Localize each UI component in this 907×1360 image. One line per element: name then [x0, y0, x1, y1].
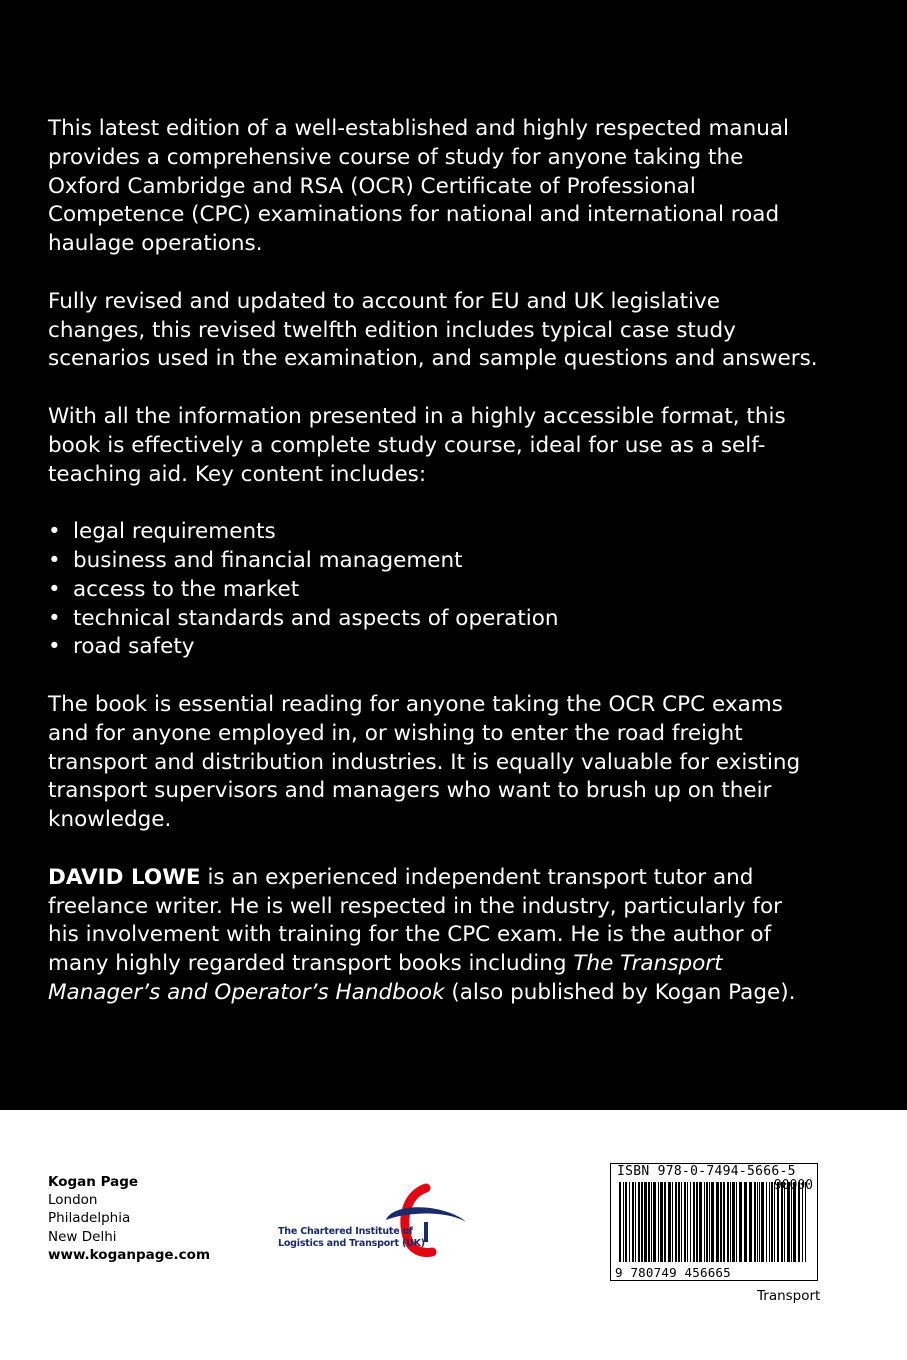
publisher-block — [48, 1173, 210, 1264]
barcode-bar — [791, 1182, 792, 1262]
blurb — [48, 115, 818, 1037]
barcode-bar — [805, 1182, 806, 1262]
barcode-bar — [641, 1182, 643, 1262]
barcode-bar — [793, 1182, 796, 1262]
barcode-bar — [736, 1182, 737, 1262]
barcode-bar — [754, 1182, 756, 1262]
barcode-bar — [709, 1182, 710, 1262]
barcode-digits: 9 780749 456665 — [615, 1265, 731, 1280]
audience-paragraph: The book is essential reading for anyone taking the OCR CPC exams and for anyone employed in, or wishing to enter the road freight transport and distribution industries. It is equally valuable for existing transport supervisors and managers who want to brush up on their knowledge. — [48, 691, 801, 833]
barcode-bar — [802, 1182, 803, 1262]
barcode-bar — [749, 1182, 752, 1262]
barcode-bar — [678, 1182, 680, 1262]
barcode-bar — [619, 1182, 621, 1262]
barcode-bar — [681, 1182, 682, 1262]
barcode-bar — [720, 1182, 722, 1262]
barcode-bar — [777, 1182, 779, 1262]
barcode-bar — [690, 1182, 691, 1262]
format-paragraph: With all the information presented in a highly accessible format, this book is effectively a complete study course, ideal for use as a self-teaching aid. Key content includes: — [48, 403, 786, 487]
list-item: • road safety — [48, 633, 818, 662]
barcode-bar — [672, 1182, 673, 1262]
list-item: • technical standards and aspects of operation — [48, 605, 818, 634]
barcode-bar — [699, 1182, 702, 1262]
isbn-number: ISBN 978-0-7494-5666-5 — [617, 1164, 796, 1179]
footer-panel — [0, 1110, 907, 1360]
barcode-bar — [769, 1182, 770, 1262]
publisher-website[interactable]: www.koganpage.com — [48, 1246, 211, 1263]
barcode-bar — [739, 1182, 742, 1262]
author-bio-text-end: (also published by Kogan Page). — [444, 979, 796, 1005]
barcode-bar — [668, 1182, 671, 1262]
list-item: • business and financial management — [48, 547, 818, 576]
barcode-bar — [732, 1182, 735, 1262]
ciltuk-logo — [276, 1182, 476, 1262]
barcode-bar — [723, 1182, 725, 1262]
barcode-bar — [664, 1182, 666, 1262]
logo-text-line: The Chartered Institute of — [278, 1226, 413, 1237]
barcode-bar — [759, 1182, 760, 1262]
barcode-bar — [727, 1182, 729, 1262]
barcode-bar — [644, 1182, 647, 1262]
barcode-bar — [774, 1182, 775, 1262]
price-code: 90000 — [773, 1178, 813, 1193]
barcode-bar — [711, 1182, 714, 1262]
barcode-bar — [787, 1182, 790, 1262]
barcode-bar — [651, 1182, 652, 1262]
barcode-bar — [771, 1182, 773, 1262]
barcode-bar — [781, 1182, 783, 1262]
barcode-bar — [730, 1182, 731, 1262]
barcode-bar — [693, 1182, 695, 1262]
category-label: Transport — [757, 1288, 821, 1304]
barcode-bar — [687, 1182, 688, 1262]
barcode-bar — [623, 1182, 624, 1262]
barcode-bar — [706, 1182, 708, 1262]
logo-text-line: Logistics and Transport (UK) — [278, 1238, 425, 1249]
ciltuk-logo-icon — [276, 1182, 476, 1262]
barcode-bar — [660, 1182, 663, 1262]
barcode-bar — [696, 1182, 698, 1262]
publisher-city: London — [48, 1192, 98, 1209]
barcode-bar — [675, 1182, 677, 1262]
isbn-barcode — [610, 1163, 818, 1281]
barcode-bar — [684, 1182, 686, 1262]
author-bio-text: is an experienced independent transport tutor and freelance writer. He is well respected in the industry, particularly for his involvement with training for the CPC exam. He is the author of many highly regarded transport books including — [48, 864, 782, 977]
publisher-name: Kogan Page — [48, 1174, 139, 1190]
intro-paragraph: This latest edition of a well-established and highly respected manual provides a comprehensive course of study for anyone taking the Oxford Cambridge and RSA (OCR) Certificate of Professional Competence (CPC) examinations for national and international road haulage operations. — [48, 116, 789, 257]
barcode-bar — [653, 1182, 656, 1262]
barcode-bar — [761, 1182, 764, 1262]
barcode-bar — [632, 1182, 634, 1262]
ciltuk-logo-text — [278, 1226, 425, 1250]
barcode-bar — [766, 1182, 767, 1262]
barcode-bar — [629, 1182, 630, 1262]
barcode-bar — [798, 1182, 800, 1262]
author-name: DAVID LOWE — [48, 864, 201, 890]
barcode-bar — [784, 1182, 785, 1262]
author-bio — [48, 864, 818, 1008]
barcode-bar — [704, 1182, 705, 1262]
barcode-bar — [658, 1182, 659, 1262]
key-content-list — [48, 518, 818, 662]
barcode-bar — [716, 1182, 719, 1262]
revision-paragraph: Fully revised and updated to account for EU and UK legislative changes, this revised twelfth edition includes typical case study scenarios used in the examination, and sample questions and answers. — [48, 288, 818, 372]
barcode-bar — [744, 1182, 747, 1262]
list-item: • access to the market — [48, 576, 818, 605]
publisher-city: New Delhi — [48, 1228, 117, 1245]
publisher-city: Philadelphia — [48, 1210, 131, 1227]
barcode-bar — [638, 1182, 640, 1262]
barcode-bar — [625, 1182, 627, 1262]
barcode-bar — [757, 1182, 758, 1262]
list-item: • legal requirements — [48, 518, 818, 547]
related-book-title: The Transport Manager’s and Operator’s Handbook — [48, 951, 723, 1005]
barcode-bar — [635, 1182, 636, 1262]
barcode-bar — [648, 1182, 650, 1262]
